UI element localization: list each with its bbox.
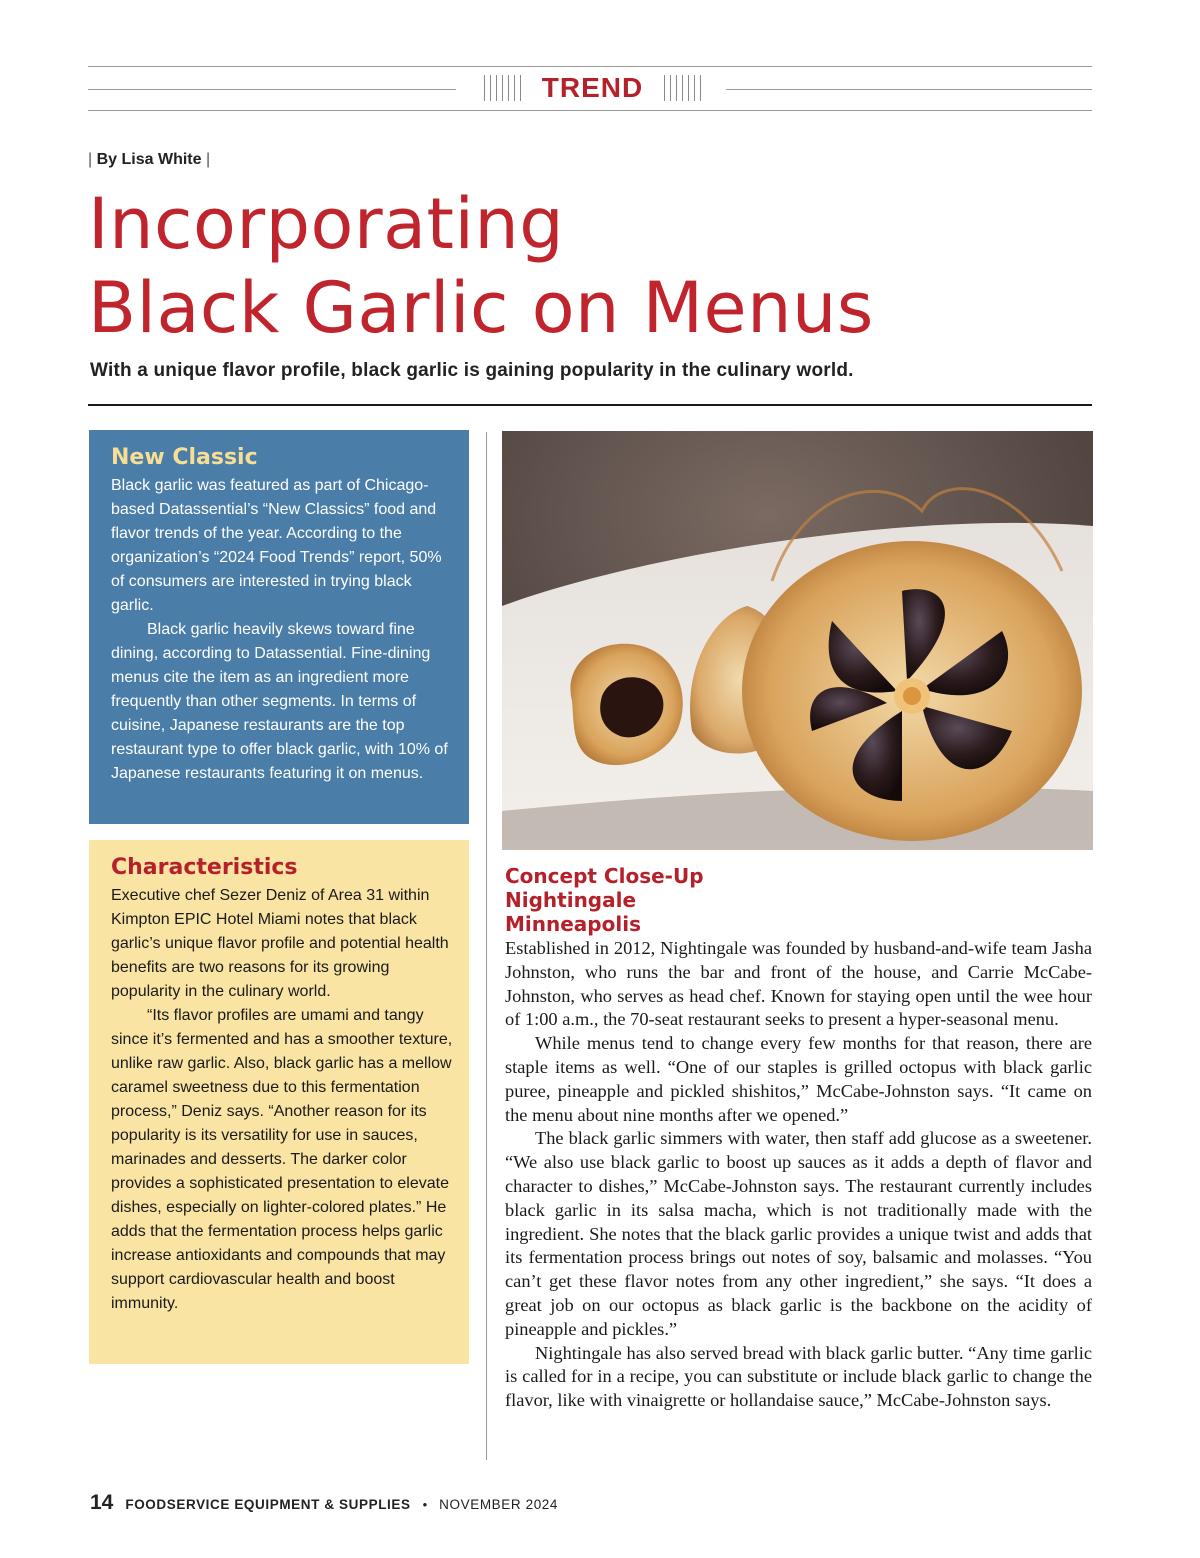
byline	[88, 151, 210, 169]
ornament-ticks-left	[484, 75, 521, 101]
article-body	[505, 937, 1092, 1413]
ornament-ticks-right	[664, 75, 701, 101]
sidebar-new-classic-paragraph-1: Black garlic was featured as part of Chicago-based Datassential’s “New Classics” food and flavor trends of the year. According to the organization’s “2024 Food Trends” report, 50% of consumers are interested in trying black garlic.	[111, 477, 442, 614]
article-paragraph-3: The black garlic simmers with water, then staff add glucose as a sweetener. “We also use black garlic to boost up sauces as it adds a depth of flavor and character to dishes,” McCabe-Johnston says. The restaurant currently includes black garlic in its salsa macha, which is not traditionally made with the ingredient. She notes that the black garlic provides a unique twist and adds that its fermentation process brings out notes of soy, balsamic and molasses. “You can’t get these flavor notes from any other ingredient,” she says. “It does a great job on our octopus as black garlic is the backbone on the acidity of pineapple and pickles.”	[505, 1128, 1092, 1339]
header-rule-mid-left	[88, 89, 456, 90]
article-paragraph-1: Established in 2012, Nightingale was founded by husband-and-wife team Jasha Johnston, who runs the bar and front of the house, and Carrie McCabe-Johnston, who serves as head chef. Known for staying open until the wee hour of 1:00 a.m., the 70-seat restaurant seeks to present a hyper-seasonal menu.	[505, 938, 1092, 1030]
sidebar-characteristics-paragraph-1: Executive chef Sezer Deniz of Area 31 within Kimpton EPIC Hotel Miami notes that black garlic’s unique flavor profile and potential health benefits are two reasons for its growing popularity in the culinary world.	[111, 887, 449, 1000]
page-footer	[90, 1491, 558, 1515]
sidebar-new-classic-title: New Classic	[111, 445, 258, 470]
section-label: TREND	[541, 72, 644, 103]
header-rule-mid-right	[726, 89, 1092, 90]
sidebar-characteristics-paragraph-2: “Its flavor profiles are umami and tangy since it’s fermented and has a smoother texture, unlike raw garlic. Also, black garlic has a mellow caramel sweetness due to this fermentation process,” Deniz says. “Another reason for its popularity is its versatility for use in sauces, marinades and desserts. The darker color provides a sophisticated presentation to elevate dishes, especially on lighter-colored plates.” He adds that the fermentation process helps garlic increase antioxidants and compounds that may support cardiovascular health and boost immunity.	[111, 1007, 453, 1312]
article-restaurant-name: Nightingale	[505, 888, 637, 912]
byline-bar-open: |	[88, 151, 93, 168]
article-city: Minneapolis	[505, 912, 641, 936]
footer-separator: •	[422, 1497, 428, 1512]
deck: With a unique flavor profile, black garlic is gaining popularity in the culinary world.	[90, 360, 854, 381]
page-number: 14	[90, 1491, 114, 1514]
sidebar-characteristics-title: Characteristics	[111, 855, 298, 880]
header-rule-top	[88, 66, 1092, 67]
byline-author: By Lisa White	[96, 151, 202, 168]
article-heading	[505, 864, 704, 936]
article-kicker: Concept Close-Up	[505, 864, 704, 888]
sidebar-characteristics	[89, 840, 469, 1364]
article-paragraph-4: Nightingale has also served bread with black garlic butter. “Any time garlic is called for in a recipe, you can substitute or include black garlic to change the flavor, like with vinaigrette or hollandaise sauce,” McCabe-Johnston says.	[505, 1342, 1092, 1411]
issue-date: NOVEMBER 2024	[439, 1497, 559, 1512]
headline	[88, 182, 1088, 350]
column-divider	[486, 432, 487, 1460]
article-paragraph-2: While menus tend to change every few months for that reason, there are staple items as well. “One of our staples is grilled octopus with black garlic puree, pineapple and pickled shishitos,” McCabe-Johnston says. “It came on the menu about nine months after we opened.”	[505, 1033, 1092, 1125]
sidebar-new-classic	[89, 430, 469, 824]
header-rule-bottom	[88, 110, 1092, 111]
sidebar-new-classic-paragraph-2: Black garlic heavily skews toward fine dining, according to Datassential. Fine-dining menus cite the item as an ingredient more frequently than other segments. In terms of cuisine, Japanese restaurants are the top restaurant type to offer black garlic, with 10% of Japanese restaurants featuring it on menus.	[111, 621, 448, 782]
byline-bar-close: |	[205, 151, 211, 168]
deck-rule	[88, 404, 1092, 406]
black-garlic-photo	[502, 431, 1093, 850]
publication-name: FOODSERVICE EQUIPMENT & SUPPLIES	[125, 1497, 411, 1512]
headline-line-2: Black Garlic on Menus	[88, 267, 874, 349]
headline-line-1: Incorporating	[88, 183, 565, 265]
